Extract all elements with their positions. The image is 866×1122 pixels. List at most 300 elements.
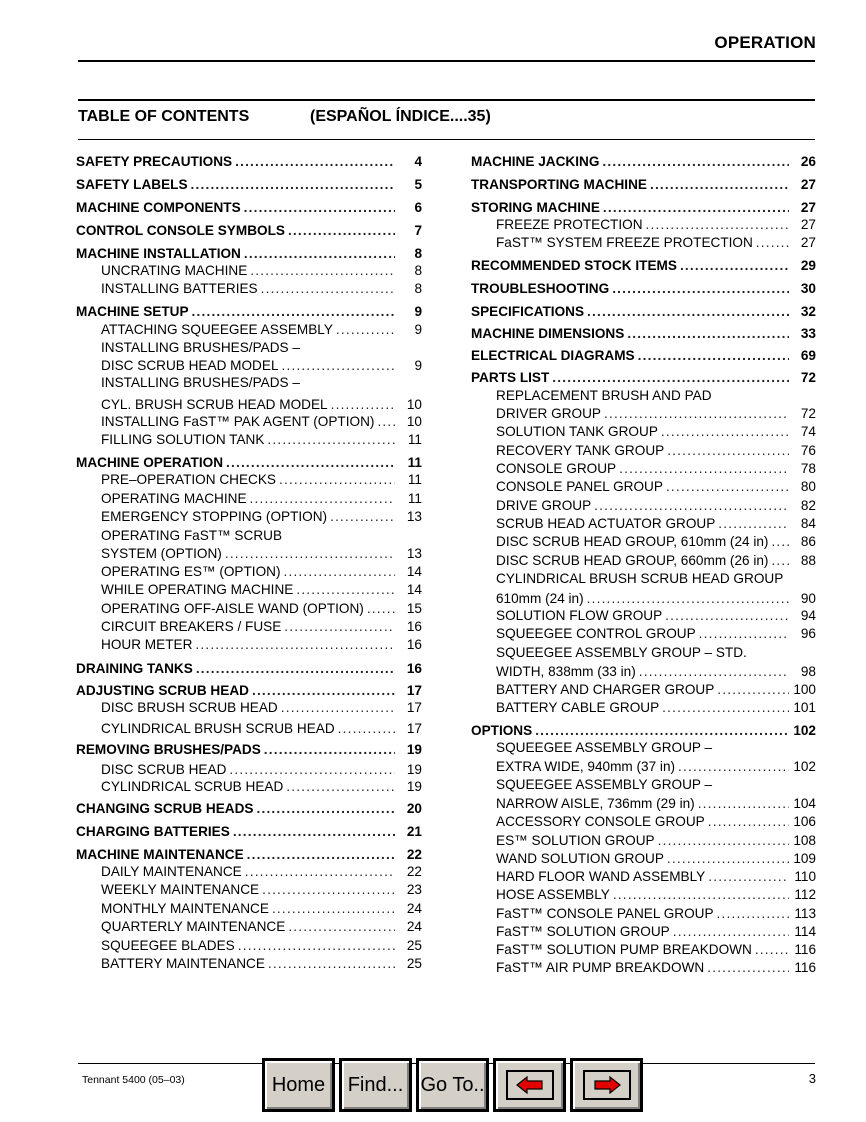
toc-entry[interactable] xyxy=(496,832,816,850)
dot-leader xyxy=(247,846,395,864)
toc-entry-page: 78 xyxy=(800,461,816,476)
dot-leader xyxy=(619,460,789,478)
toc-entry-page: 25 xyxy=(406,956,422,971)
toc-entry[interactable] xyxy=(471,257,816,275)
toc-entry[interactable] xyxy=(496,497,816,515)
toc-entry-page: 114 xyxy=(794,924,816,939)
toc-entry[interactable] xyxy=(101,396,422,414)
toc-entry-title: INSTALLING BATTERIES xyxy=(101,281,258,296)
toc-entry-title: WIDTH, 838mm (33 in) xyxy=(496,664,636,679)
dot-leader xyxy=(755,941,789,959)
dot-leader xyxy=(552,369,789,387)
toc-entry-title: REPLACEMENT BRUSH AND PAD xyxy=(496,388,712,403)
toc-entry-page: 17 xyxy=(406,683,422,698)
dot-leader xyxy=(717,681,789,699)
toc-entry-title: CYL. BRUSH SCRUB HEAD MODEL xyxy=(101,397,328,412)
dot-leader xyxy=(665,607,789,625)
toc-entry-page: 15 xyxy=(406,601,422,616)
toc-entry-page: 19 xyxy=(406,762,422,777)
toc-entry[interactable] xyxy=(101,720,422,738)
dot-leader xyxy=(192,303,395,321)
toc-entry-title: OPERATING ES™ (OPTION) xyxy=(101,564,281,579)
toc-entry[interactable] xyxy=(496,533,816,551)
toc-entry[interactable] xyxy=(496,387,816,405)
toc-entry-page: 25 xyxy=(406,938,422,953)
toc-entry-page: 82 xyxy=(800,498,816,513)
toc-entry-title: WHILE OPERATING MACHINE xyxy=(101,582,294,597)
toc-entry-page: 102 xyxy=(793,723,816,738)
toc-entry-page: 5 xyxy=(414,177,422,192)
dot-leader xyxy=(268,955,395,973)
home-button[interactable]: Home xyxy=(262,1058,335,1112)
toc-entry[interactable] xyxy=(471,722,816,740)
toc-entry-page: 8 xyxy=(414,263,422,278)
dot-leader xyxy=(262,881,395,899)
toc-entry-page: 88 xyxy=(800,553,816,568)
toc-entry-page: 11 xyxy=(407,432,422,447)
toc-entry-page: 27 xyxy=(800,200,816,215)
toc-entry[interactable] xyxy=(101,581,422,599)
dot-leader xyxy=(331,396,395,414)
toc-entry-page: 11 xyxy=(407,491,422,506)
toc-entry[interactable] xyxy=(101,431,422,449)
toc-entry-title: DISC SCRUB HEAD xyxy=(101,762,227,777)
toc-entry-title: RECOVERY TANK GROUP xyxy=(496,443,665,458)
toc-entry-page: 9 xyxy=(414,304,422,319)
toc-entry-page: 90 xyxy=(800,591,816,606)
toc-entry[interactable] xyxy=(76,199,422,217)
toc-entry-title: SOLUTION FLOW GROUP xyxy=(496,608,663,623)
toc-entry-title: SOLUTION TANK GROUP xyxy=(496,424,658,439)
dot-leader xyxy=(613,886,789,904)
toc-entry-title: INSTALLING FaST™ PAK AGENT (OPTION) xyxy=(101,414,375,429)
toc-entry[interactable] xyxy=(76,303,422,321)
page-number: 3 xyxy=(808,1071,816,1086)
toc-entry-title: CIRCUIT BREAKERS / FUSE xyxy=(101,619,282,634)
toc-entry-page: 21 xyxy=(406,824,422,839)
toc-entry-title: EMERGENCY STOPPING (OPTION) xyxy=(101,509,328,524)
toc-entry-page: 80 xyxy=(800,479,816,494)
toc-entry[interactable] xyxy=(496,776,816,794)
toc-entry-page: 20 xyxy=(406,801,422,816)
toc-entry-page: 108 xyxy=(793,833,816,848)
toc-entry[interactable] xyxy=(76,176,422,194)
toc-entry[interactable] xyxy=(471,153,816,171)
toc-entry-title: MACHINE OPERATION xyxy=(76,455,224,470)
toc-entry[interactable] xyxy=(76,222,422,240)
toc-entry-page: 9 xyxy=(414,322,422,337)
toc-entry-page: 19 xyxy=(406,779,422,794)
toc-entry-title: SQUEEGEE ASSEMBLY GROUP – STD. xyxy=(496,645,747,660)
toc-entry[interactable] xyxy=(496,813,816,831)
arrow-right-icon xyxy=(583,1070,631,1100)
toc-entry-title: BATTERY CABLE GROUP xyxy=(496,700,660,715)
arrow-left-icon xyxy=(506,1070,554,1100)
toc-entry-title: DRAINING TANKS xyxy=(76,661,193,676)
toc-entry[interactable] xyxy=(496,905,816,923)
toc-entry-title: HARD FLOOR WAND ASSEMBLY xyxy=(496,869,706,884)
toc-entry-page: 102 xyxy=(793,759,816,774)
dot-leader xyxy=(226,454,395,472)
dot-leader xyxy=(673,923,789,941)
toc-entry-page: 17 xyxy=(406,700,422,715)
dot-leader xyxy=(602,153,789,171)
toc-entry-page: 106 xyxy=(793,814,816,829)
toc-entry[interactable] xyxy=(101,262,422,280)
toc-entry-title: SAFETY PRECAUTIONS xyxy=(76,154,233,169)
toc-entry-title: MACHINE SETUP xyxy=(76,304,189,319)
toc-entry-page: 27 xyxy=(800,177,816,192)
toc-entry-title: CYLINDRICAL SCRUB HEAD xyxy=(101,779,284,794)
toc-entry-title: MACHINE INSTALLATION xyxy=(76,246,241,261)
toc-entry-title: FILLING SOLUTION TANK xyxy=(101,432,265,447)
toc-entry-page: 33 xyxy=(800,326,816,341)
toc-entry-page: 16 xyxy=(406,661,422,676)
toc-entry[interactable] xyxy=(496,663,816,681)
dot-leader xyxy=(707,959,789,977)
dot-leader xyxy=(261,280,395,298)
dot-leader xyxy=(756,234,789,252)
toc-entry-page: 110 xyxy=(794,869,816,884)
toc-entry[interactable] xyxy=(101,881,422,899)
toc-entry[interactable] xyxy=(101,618,422,636)
toc-entry[interactable] xyxy=(101,778,422,796)
toc-entry[interactable] xyxy=(101,471,422,489)
toc-entry-title: INSTALLING BRUSHES/PADS – xyxy=(101,375,300,390)
toc-entry-title: ES™ SOLUTION GROUP xyxy=(496,833,655,848)
toc-entry-title: 610mm (24 in) xyxy=(496,591,584,606)
toc-entry[interactable] xyxy=(101,563,422,581)
toc-entry-page: 22 xyxy=(406,847,422,862)
toc-entry[interactable] xyxy=(496,590,816,608)
dot-leader xyxy=(717,905,789,923)
dot-leader xyxy=(662,699,789,717)
toc-entry-title: PARTS LIST xyxy=(471,370,550,385)
toc-entry-page: 113 xyxy=(794,906,816,921)
toc-entry-title: DISC SCRUB HEAD GROUP, 610mm (24 in) xyxy=(496,534,769,549)
toc-bottom-rule xyxy=(78,139,815,140)
toc-entry-title: WEEKLY MAINTENANCE xyxy=(101,882,260,897)
toc-entry[interactable] xyxy=(76,454,422,472)
toc-entry[interactable] xyxy=(101,600,422,618)
dot-leader xyxy=(250,262,395,280)
toc-entry-title: MACHINE DIMENSIONS xyxy=(471,326,625,341)
dot-leader xyxy=(264,741,395,759)
toc-entry[interactable] xyxy=(101,545,422,563)
nav-toolbar xyxy=(260,1058,645,1118)
dot-leader xyxy=(680,257,789,275)
toc-entry[interactable] xyxy=(496,607,816,625)
toc-entry-title: CONSOLE PANEL GROUP xyxy=(496,479,663,494)
dot-leader xyxy=(627,325,789,343)
toc-entry-page: 22 xyxy=(406,864,422,879)
dot-leader xyxy=(233,823,395,841)
toc-entry[interactable] xyxy=(496,460,816,478)
dot-leader xyxy=(284,563,396,581)
toc-entry[interactable] xyxy=(496,570,816,588)
toc-entry[interactable] xyxy=(496,850,816,868)
toc-entry[interactable] xyxy=(101,761,422,779)
toc-entry-page: 10 xyxy=(406,397,422,412)
toc-entry[interactable] xyxy=(76,153,422,171)
toc-entry-title: CONSOLE GROUP xyxy=(496,461,617,476)
dot-leader xyxy=(708,813,789,831)
toc-entry-title: FaST™ CONSOLE PANEL GROUP xyxy=(496,906,714,921)
dot-leader xyxy=(666,478,789,496)
toc-entry[interactable] xyxy=(496,478,816,496)
toc-entry[interactable] xyxy=(471,369,816,387)
toc-entry[interactable] xyxy=(101,955,422,973)
toc-entry[interactable] xyxy=(471,347,816,365)
toc-entry[interactable] xyxy=(496,625,816,643)
toc-entry-page: 23 xyxy=(406,882,422,897)
toc-entry[interactable] xyxy=(76,846,422,864)
toc-entry-title: MACHINE COMPONENTS xyxy=(76,200,241,215)
dot-leader xyxy=(196,660,395,678)
toc-entry-title: ACCESSORY CONSOLE GROUP xyxy=(496,814,705,829)
toc-entry[interactable] xyxy=(76,741,422,759)
toc-entry[interactable] xyxy=(496,405,816,423)
dot-leader xyxy=(639,663,789,681)
toc-entry[interactable] xyxy=(496,959,816,977)
toc-entry-page: 13 xyxy=(406,509,422,524)
toc-entry[interactable] xyxy=(101,339,422,357)
toc-entry[interactable] xyxy=(496,442,816,460)
toc-entry[interactable] xyxy=(76,245,422,263)
toc-entry-title: SAFETY LABELS xyxy=(76,177,188,192)
toc-entry[interactable] xyxy=(101,280,422,298)
toc-entry-title: TROUBLESHOOTING xyxy=(471,281,610,296)
toc-entry[interactable] xyxy=(496,923,816,941)
toc-entry[interactable] xyxy=(471,280,816,298)
toc-entry-page: 19 xyxy=(406,742,422,757)
dot-leader xyxy=(281,699,395,717)
toc-entry[interactable] xyxy=(101,527,422,545)
dot-leader xyxy=(771,552,789,570)
dot-leader xyxy=(658,832,789,850)
dot-leader xyxy=(604,405,789,423)
goto-button[interactable]: Go To.. xyxy=(416,1058,489,1112)
toc-spanish-link[interactable]: (ESPAÑOL ÍNDICE....35) xyxy=(310,108,491,125)
toc-entry-page: 76 xyxy=(800,443,816,458)
toc-entry-page: 8 xyxy=(414,246,422,261)
toc-top-rule xyxy=(78,99,815,101)
toc-entry[interactable] xyxy=(496,941,816,959)
dot-leader xyxy=(238,937,395,955)
dot-leader xyxy=(646,216,789,234)
dot-leader xyxy=(225,545,395,563)
dot-leader xyxy=(195,636,395,654)
dot-leader xyxy=(771,533,789,551)
prev-page-button[interactable] xyxy=(493,1058,566,1112)
toc-entry[interactable] xyxy=(101,357,422,375)
footer-model: Tennant 5400 (05–03) xyxy=(82,1074,185,1086)
toc-entry[interactable] xyxy=(101,508,422,526)
toc-entry-page: 6 xyxy=(414,200,422,215)
toc-entry-title: WAND SOLUTION GROUP xyxy=(496,851,664,866)
dot-leader xyxy=(330,508,395,526)
toc-entry[interactable] xyxy=(101,321,422,339)
toc-entry[interactable] xyxy=(496,681,816,699)
toc-entry-title: HOUR METER xyxy=(101,637,193,652)
header-rule xyxy=(78,60,815,62)
dot-leader xyxy=(661,423,789,441)
toc-entry[interactable] xyxy=(76,660,422,678)
toc-entry-title: CHANGING SCRUB HEADS xyxy=(76,801,254,816)
toc-entry-page: 104 xyxy=(793,796,816,811)
toc-entry[interactable] xyxy=(76,823,422,841)
toc-entry[interactable] xyxy=(76,682,422,700)
toc-entry[interactable] xyxy=(101,699,422,717)
toc-entry[interactable] xyxy=(496,868,816,886)
toc-entry-title: CYLINDRICAL BRUSH SCRUB HEAD GROUP xyxy=(496,571,784,586)
toc-entry[interactable] xyxy=(471,303,816,321)
dot-leader xyxy=(288,222,395,240)
toc-entry-page: 74 xyxy=(800,424,816,439)
toc-entry-page: 4 xyxy=(414,154,422,169)
toc-entry[interactable] xyxy=(101,490,422,508)
dot-leader xyxy=(286,778,395,796)
toc-entry-page: 11 xyxy=(407,472,422,487)
toc-entry-title: DISC SCRUB HEAD MODEL xyxy=(101,358,279,373)
toc-entry[interactable] xyxy=(101,636,422,654)
toc-entry-title: FREEZE PROTECTION xyxy=(496,217,643,232)
find-button[interactable]: Find... xyxy=(339,1058,412,1112)
toc-entry-title: INSTALLING BRUSHES/PADS – xyxy=(101,340,300,355)
toc-entry[interactable] xyxy=(496,423,816,441)
dot-leader xyxy=(594,497,789,515)
dot-leader xyxy=(535,722,789,740)
toc-entry[interactable] xyxy=(101,374,422,392)
toc-entry-title: SYSTEM (OPTION) xyxy=(101,546,222,561)
toc-entry[interactable] xyxy=(101,918,422,936)
dot-leader xyxy=(587,303,789,321)
dot-leader xyxy=(282,357,395,375)
toc-entry-title: DAILY MAINTENANCE xyxy=(101,864,242,879)
dot-leader xyxy=(678,758,789,776)
toc-entry-page: 94 xyxy=(800,608,816,623)
toc-entry-title: SCRUB HEAD ACTUATOR GROUP xyxy=(496,516,716,531)
toc-entry-title: DISC BRUSH SCRUB HEAD xyxy=(101,700,278,715)
dot-leader xyxy=(229,761,395,779)
dot-leader xyxy=(191,176,395,194)
toc-entry[interactable] xyxy=(496,739,816,757)
toc-entry-title: PRE–OPERATION CHECKS xyxy=(101,472,276,487)
dot-leader xyxy=(718,515,789,533)
toc-entry[interactable] xyxy=(496,552,816,570)
toc-entry-title: CYLINDRICAL BRUSH SCRUB HEAD xyxy=(101,721,335,736)
dot-leader xyxy=(267,431,395,449)
dot-leader xyxy=(250,490,395,508)
toc-entry-page: 72 xyxy=(800,370,816,385)
toc-entry-page: 11 xyxy=(407,455,422,470)
toc-entry-page: 27 xyxy=(800,235,816,250)
toc-entry-title: OPERATING FaST™ SCRUB xyxy=(101,528,283,543)
toc-entry-page: 13 xyxy=(406,546,422,561)
toc-entry-title: UNCRATING MACHINE xyxy=(101,263,248,278)
toc-entry[interactable] xyxy=(101,900,422,918)
dot-leader xyxy=(245,863,395,881)
toc-entry-title: OPERATING OFF-AISLE WAND (OPTION) xyxy=(101,601,364,616)
toc-entry-page: 86 xyxy=(800,534,816,549)
toc-entry-page: 116 xyxy=(794,942,816,957)
toc-entry-page: 17 xyxy=(406,721,422,736)
toc-entry-page: 16 xyxy=(406,637,422,652)
dot-leader xyxy=(698,795,789,813)
toc-entry-page: 32 xyxy=(800,304,816,319)
toc-entry-title: SQUEEGEE BLADES xyxy=(101,938,235,953)
toc-entry-title: CONTROL CONSOLE SYMBOLS xyxy=(76,223,285,238)
dot-leader xyxy=(244,199,395,217)
dot-leader xyxy=(235,153,395,171)
toc-entry-page: 27 xyxy=(800,217,816,232)
dot-leader xyxy=(252,682,395,700)
toc-entry-title: MACHINE JACKING xyxy=(471,154,600,169)
toc-entry[interactable] xyxy=(76,800,422,818)
toc-entry[interactable] xyxy=(496,795,816,813)
toc-entry-title: DISC SCRUB HEAD GROUP, 660mm (26 in) xyxy=(496,553,769,568)
dot-leader xyxy=(667,850,789,868)
toc-entry[interactable] xyxy=(101,413,422,431)
toc-entry[interactable] xyxy=(496,699,816,717)
toc-entry[interactable] xyxy=(471,199,816,217)
toc-entry[interactable] xyxy=(496,515,816,533)
dot-leader xyxy=(256,800,395,818)
toc-entry-title: HOSE ASSEMBLY xyxy=(496,887,610,902)
toc-entry-title: FaST™ SYSTEM FREEZE PROTECTION xyxy=(496,235,753,250)
dot-leader xyxy=(288,918,395,936)
toc-entry[interactable] xyxy=(496,234,816,252)
toc-entry[interactable] xyxy=(496,758,816,776)
dot-leader xyxy=(284,618,395,636)
toc-entry-page: 116 xyxy=(794,960,816,975)
toc-entry[interactable] xyxy=(101,863,422,881)
toc-entry[interactable] xyxy=(101,937,422,955)
toc-entry-page: 9 xyxy=(414,358,422,373)
dot-leader xyxy=(367,600,395,618)
dot-leader xyxy=(279,471,395,489)
dot-leader xyxy=(272,900,395,918)
toc-entry-page: 101 xyxy=(793,700,816,715)
toc-entry-page: 26 xyxy=(800,154,816,169)
toc-entry-title: CHARGING BATTERIES xyxy=(76,824,230,839)
dot-leader xyxy=(638,347,789,365)
toc-entry-title: FaST™ SOLUTION GROUP xyxy=(496,924,670,939)
toc-entry-page: 24 xyxy=(406,901,422,916)
toc-entry-page: 109 xyxy=(793,851,816,866)
toc-entry-page: 100 xyxy=(793,682,816,697)
toc-entry-page: 10 xyxy=(406,414,422,429)
toc-entry-page: 30 xyxy=(800,281,816,296)
dot-leader xyxy=(587,590,789,608)
dot-leader xyxy=(338,720,395,738)
toc-entry-title: EXTRA WIDE, 940mm (37 in) xyxy=(496,759,676,774)
toc-entry[interactable] xyxy=(471,176,816,194)
toc-entry[interactable] xyxy=(496,886,816,904)
toc-entry-title: FaST™ AIR PUMP BREAKDOWN xyxy=(496,960,705,975)
dot-leader xyxy=(699,625,789,643)
dot-leader xyxy=(612,280,789,298)
dot-leader xyxy=(708,868,789,886)
next-page-button[interactable] xyxy=(570,1058,643,1112)
toc-entry-page: 69 xyxy=(800,348,816,363)
toc-entry-title: MONTHLY MAINTENANCE xyxy=(101,901,269,916)
toc-entry[interactable] xyxy=(471,325,816,343)
toc-entry[interactable] xyxy=(496,644,816,662)
toc-entry[interactable] xyxy=(496,216,816,234)
toc-entry-title: RECOMMENDED STOCK ITEMS xyxy=(471,258,677,273)
dot-leader xyxy=(244,245,395,263)
